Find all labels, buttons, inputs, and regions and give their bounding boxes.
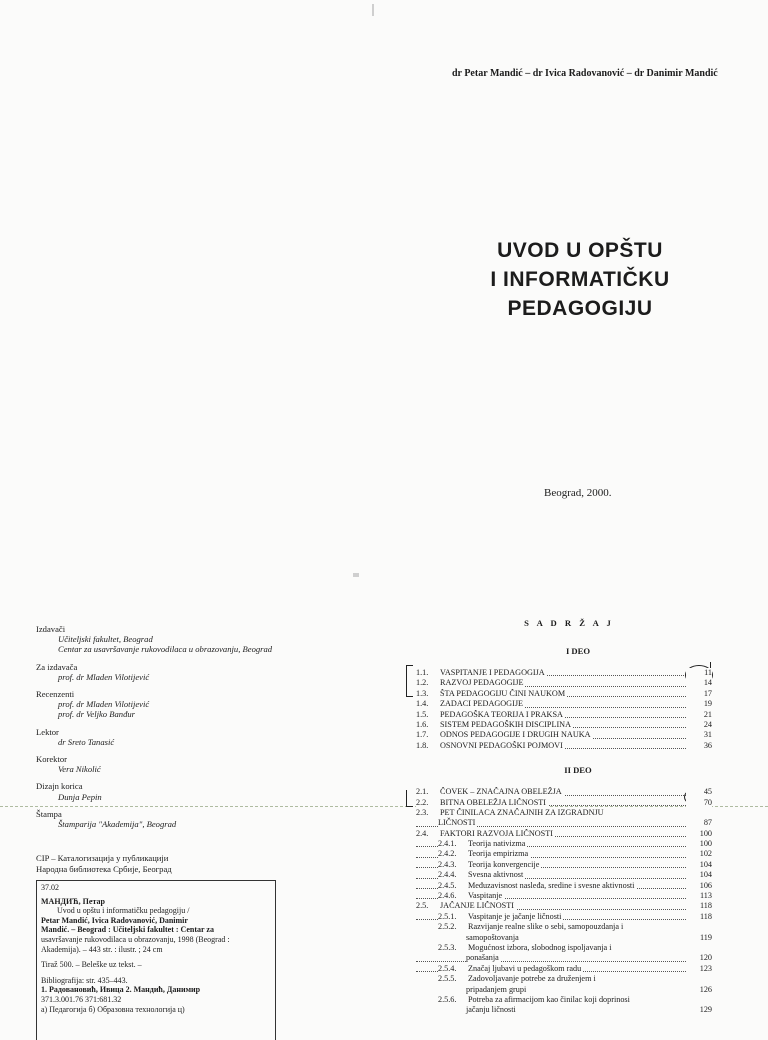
entry-number: 1.8. (416, 741, 440, 751)
scan-artifact (353, 573, 359, 577)
entry-title: Teorija empirizma (468, 849, 529, 859)
publisher-1: Učiteljski fakultet, Beograd (58, 634, 153, 645)
toc-subentry (416, 849, 712, 859)
colophon (36, 624, 316, 836)
toc-subentry (416, 881, 712, 891)
entry-title: RAZVOJ PEDAGOGIJE (440, 678, 524, 688)
entry-page: 17 (686, 689, 712, 699)
part-2-heading: II DEO (564, 765, 592, 776)
publisher-2: Centar za usavršavanje rukovodilaca u obrazovanju, Beograd (58, 644, 273, 655)
entry-title: ODNOS PEDAGOGIJE I DRUGIH NAUKA (440, 730, 591, 740)
toc-entry (416, 668, 712, 678)
print-label: Štampa (36, 808, 62, 819)
entry-title: OSNOVNI PEDAGOŠKI POJMOVI (440, 740, 563, 750)
entry-title: ZADACI PEDAGOGIJE (440, 699, 524, 709)
reviewers-group (36, 689, 316, 720)
entry-page: 19 (686, 699, 712, 709)
cover-designer: Dunja Pepin (58, 791, 102, 802)
toc-entry (416, 730, 712, 740)
table-of-contents (416, 618, 712, 1016)
entry-page: 102 (686, 849, 712, 859)
entry-title: Teorija nativizma (468, 839, 526, 849)
toc-entry: 2.3. PET ČINILACA ZNAČAJNIH ZA IZGRADNJU (416, 807, 604, 817)
toc-entry (416, 699, 712, 709)
catalog-author: МАНДИЋ, Петар (41, 896, 105, 906)
entry-title: SISTEM PEDAGOŠKIH DISCIPLINA (440, 719, 572, 729)
printer-name: Štamparija "Akademija", Beograd (58, 819, 177, 830)
cip-header (36, 853, 172, 874)
entry-page: 11 (686, 668, 712, 678)
toc-subentry: 2.5.6. Potreba za afirmacijom kao činilac koji doprinosi (438, 994, 630, 1004)
entry-page: 31 (686, 730, 712, 740)
toc-entry: 2.5. JAČANJE LIČNOSTI 118 (416, 901, 712, 911)
catalog-code: 37.02 (41, 883, 59, 892)
toc-subentry (416, 839, 712, 849)
catalog-line: usavršavanje rukovodilaca u obrazovanju, 1998 (Beograd : (41, 934, 230, 944)
title-line-2: I INFORMATIČKU (490, 268, 670, 291)
for-publisher-label: Za izdavača (36, 661, 78, 672)
entry-title: PEDAGOŠKA TEORIJA I PRAKSA (440, 709, 563, 719)
title-line-1: UVOD U OPŠTU (497, 239, 663, 262)
toc-subentry-continuation: jačanju ličnosti 129 (466, 1005, 712, 1015)
subsection-list (416, 839, 712, 901)
entry-number: 1.2. (416, 678, 440, 688)
entry-title: Teorija konvergencije (468, 859, 540, 869)
reviewers-label: Recenzenti (36, 689, 75, 700)
toc-entry (416, 720, 712, 730)
catalog-udc: 371.3.001.76 371:681.32 (41, 994, 122, 1004)
toc-subentry (416, 891, 712, 901)
print-group (36, 809, 316, 829)
editor-name: dr Sreto Tanasić (58, 736, 115, 747)
book-title (430, 236, 730, 323)
catalog-line: Akademija). – 443 str. : ilustr. ; 24 cm (41, 944, 163, 954)
cover-group (36, 781, 316, 801)
toc-entry: 2.4. FAKTORI RAZVOJA LIČNOSTI 100 (416, 828, 712, 838)
entry-number: 1.3. (416, 689, 440, 699)
entry-number: 2.4.5. (438, 881, 468, 891)
reviewer-1: prof. dr Mladen Vilotijević (58, 699, 150, 710)
toc-entry (416, 689, 712, 699)
handwritten-bracket (406, 790, 413, 807)
catalog-note-2: Bibliografija: str. 435–443. (41, 975, 128, 985)
entry-number: 1.4. (416, 699, 440, 709)
proofreader-name: Vera Nikolić (58, 764, 101, 775)
catalog-persons: 1. Радовановић, Ивица 2. Мандић, Данимир (41, 985, 201, 995)
for-publisher-name: prof. dr Mladen Vilotijević (58, 671, 150, 682)
catalog-line: Petar Mandić, Ivica Radovanović, Danimir (41, 915, 188, 925)
entry-page: 104 (686, 870, 712, 880)
reviewer-2: prof. dr Veljko Banđur (58, 709, 136, 720)
entry-number: 1.5. (416, 710, 440, 720)
toc-entry: 2.1. ČOVEK – ZNAČAJNA OBELEŽJA 45 (416, 787, 712, 797)
entry-page: 24 (686, 720, 712, 730)
entry-page: 104 (686, 860, 712, 870)
toc-entry (416, 678, 712, 688)
entry-title: ŠTA PEDAGOGIJU ČINI NAUKOM (440, 688, 566, 698)
entry-page: 100 (686, 839, 712, 849)
toc-subentry (416, 870, 712, 880)
editor-label: Lektor (36, 726, 59, 737)
toc-entry-continuation: LIČNOSTI 87 (416, 818, 712, 828)
toc-subentry: 2.5.1. Vaspitanje je jačanje ličnosti 118 (416, 912, 712, 922)
toc-entry (416, 710, 712, 720)
part-1-heading: I DEO (565, 646, 591, 656)
toc-subentry: 2.5.2. Razvijanje realne slike o sebi, samopouzdanja i (438, 922, 624, 932)
toc-subentry: 2.5.5. Zadovoljavanje potrebe za druženjem i (438, 974, 596, 984)
editor-group (36, 727, 316, 747)
entry-number: 2.4.3. (438, 860, 468, 870)
toc-subentry (416, 860, 712, 870)
entry-page: 21 (686, 710, 712, 720)
entry-number: 2.4.2. (438, 849, 468, 859)
toc-subentry-continuation: pripadanjem grupi 126 (466, 984, 712, 994)
entry-number: 2.4.1. (438, 839, 468, 849)
catalog-card (36, 880, 276, 1040)
scan-artifact (372, 4, 374, 16)
entry-number: 1.6. (416, 720, 440, 730)
entry-title: Svesna aktivnost (468, 870, 524, 880)
handwritten-bracket (406, 665, 413, 697)
entry-number: 1.1. (416, 668, 440, 678)
cip-line-2: Народна библиотека Србије, Београд (36, 863, 172, 874)
cover-label: Dizajn korica (36, 781, 83, 792)
proofreader-label: Korektor (36, 754, 68, 765)
entry-page: 106 (686, 881, 712, 891)
entry-page: 113 (686, 891, 712, 901)
for-publisher-group (36, 662, 316, 682)
title-line-3: PEDAGOGIJU (507, 297, 653, 320)
toc-entry: 2.2. BITNA OBELEŽJA LIČNOSTI 70 (416, 797, 712, 807)
city-year: Beograd, 2000. (544, 487, 612, 499)
entry-number: 2.4.6. (438, 891, 468, 901)
entry-page: 36 (686, 741, 712, 751)
entry-page: 14 (686, 678, 712, 688)
publishers-label: Izdavači (36, 624, 66, 634)
toc-subentry: 2.5.4. Značaj ljubavi u pedagoškom radu 123 (416, 964, 712, 974)
toc-subentry: 2.5.3. Mogućnost izbora, slobodnog ispoljavanja i (438, 942, 612, 952)
entry-number: 1.7. (416, 730, 440, 740)
authors-line: dr Petar Mandić – dr Ivica Radovanović – dr Danimir Mandić (452, 68, 718, 79)
toc-entry (416, 741, 712, 751)
entry-title: Vaspitanje (468, 891, 503, 901)
entry-title: VASPITANJE I PEDAGOGIJA (440, 668, 545, 677)
entry-title: Međuzavisnost nasleđa, sredine i svesne aktivnosti (468, 880, 635, 890)
catalog-note-1: Tiraž 500. – Beleške uz tekst. – (41, 960, 142, 970)
toc-subentry-continuation: samopoštovanja 119 (466, 932, 712, 942)
toc-heading: S A D R Ž A J (524, 618, 614, 628)
part-1-list (416, 668, 712, 751)
publishers-group (36, 624, 316, 655)
toc-subentry-continuation: ponašanja 120 (416, 953, 712, 963)
cip-line-1: CIP – Каталогизација у публикацији (36, 853, 169, 863)
catalog-subjects: а) Педагогија б) Образовна технологија ц) (41, 1004, 185, 1014)
catalog-line: Uvod u opštu i informatičku pedagogiju / (57, 906, 190, 916)
catalog-line: Mandić. – Beograd : Učiteljski fakultet : Centar za (41, 925, 214, 935)
proofreader-group (36, 754, 316, 774)
entry-number: 2.4.4. (438, 870, 468, 880)
